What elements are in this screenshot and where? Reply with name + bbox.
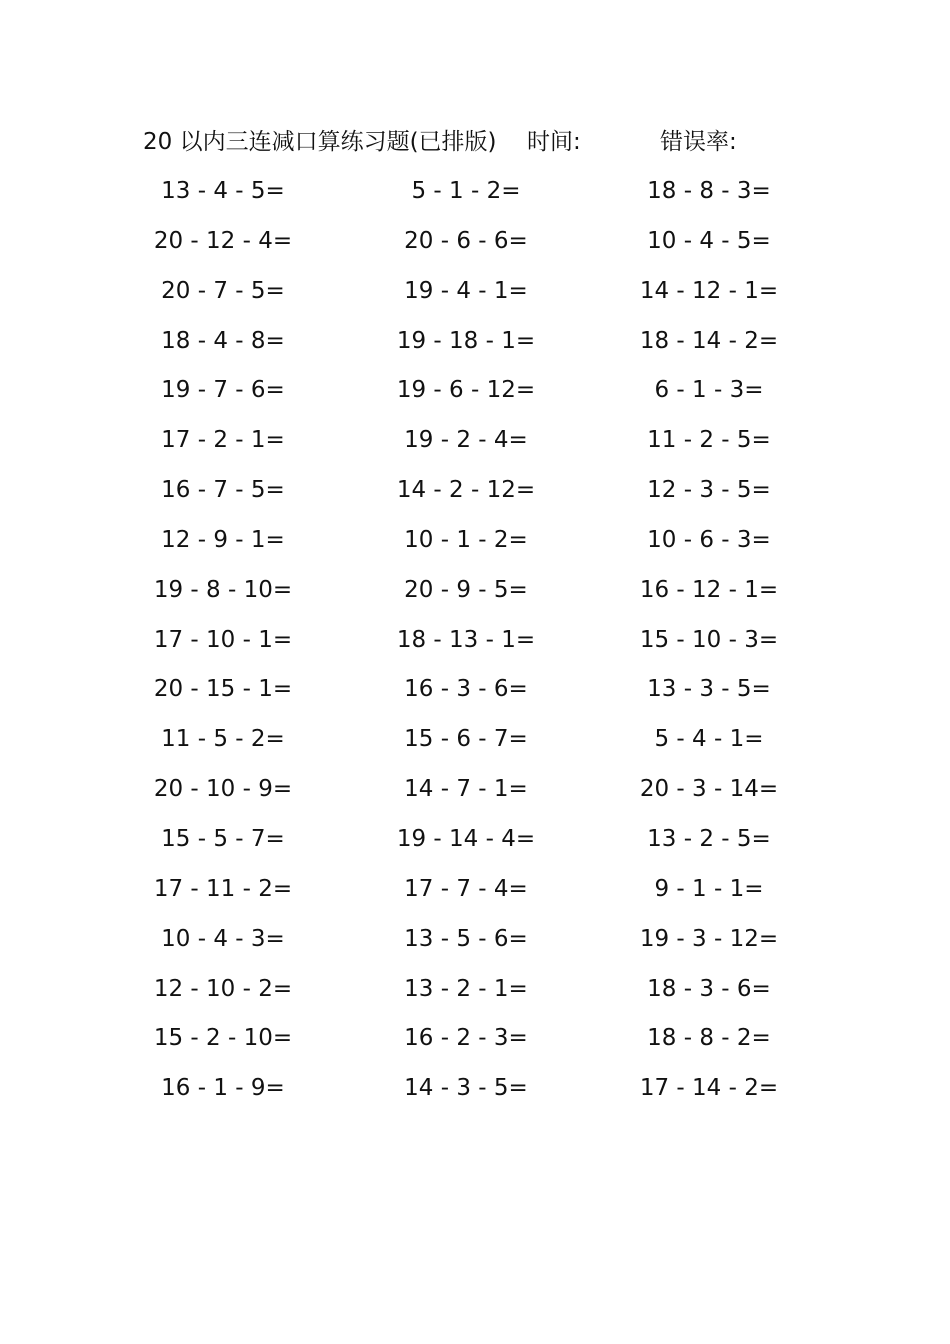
problem-row bbox=[0, 218, 950, 268]
worksheet-header bbox=[143, 123, 737, 161]
problem-item: 11 - 2 - 5= bbox=[647, 427, 771, 454]
worksheet-title: 20 以内三连减口算练习题(已排版) bbox=[143, 129, 497, 155]
problem-item: 16 - 12 - 1= bbox=[639, 576, 779, 603]
problem-item: 20 - 10 - 9= bbox=[153, 776, 293, 803]
time-label: 时间: bbox=[527, 129, 581, 155]
problem-item: 12 - 9 - 1= bbox=[161, 526, 285, 553]
problem-row bbox=[0, 268, 950, 318]
problem-item: 13 - 2 - 1= bbox=[404, 975, 528, 1002]
problem-item: 12 - 10 - 2= bbox=[153, 975, 293, 1002]
problem-item: 16 - 7 - 5= bbox=[161, 477, 285, 504]
problem-item: 19 - 14 - 4= bbox=[396, 825, 536, 852]
problem-item: 12 - 3 - 5= bbox=[647, 477, 771, 504]
problem-item: 18 - 3 - 6= bbox=[647, 975, 771, 1002]
problem-item: 19 - 8 - 10= bbox=[153, 576, 293, 603]
problem-item: 14 - 2 - 12= bbox=[396, 477, 536, 504]
problem-item: 13 - 5 - 6= bbox=[404, 925, 528, 952]
problem-row bbox=[0, 417, 950, 467]
problem-item: 17 - 2 - 1= bbox=[161, 427, 285, 454]
problem-item: 17 - 14 - 2= bbox=[639, 1075, 779, 1102]
problem-row bbox=[0, 766, 950, 816]
problem-item: 18 - 4 - 8= bbox=[161, 327, 285, 354]
problem-item: 19 - 3 - 12= bbox=[639, 925, 779, 952]
problem-item: 11 - 5 - 2= bbox=[161, 726, 285, 753]
problem-item: 5 - 4 - 1= bbox=[654, 726, 764, 753]
problem-item: 16 - 3 - 6= bbox=[404, 676, 528, 703]
problem-row bbox=[0, 966, 950, 1016]
problem-item: 15 - 10 - 3= bbox=[639, 626, 779, 653]
problem-item: 20 - 9 - 5= bbox=[404, 576, 528, 603]
problem-item: 18 - 13 - 1= bbox=[396, 626, 536, 653]
problem-item: 20 - 12 - 4= bbox=[153, 227, 293, 254]
problem-item: 19 - 4 - 1= bbox=[404, 277, 528, 304]
problem-item: 10 - 6 - 3= bbox=[647, 526, 771, 553]
problem-item: 16 - 2 - 3= bbox=[404, 1025, 528, 1052]
problem-item: 14 - 7 - 1= bbox=[404, 776, 528, 803]
problem-item: 19 - 2 - 4= bbox=[404, 427, 528, 454]
problem-item: 14 - 12 - 1= bbox=[639, 277, 779, 304]
problem-row bbox=[0, 367, 950, 417]
problem-row bbox=[0, 567, 950, 617]
problem-item: 10 - 1 - 2= bbox=[404, 526, 528, 553]
problem-item: 10 - 4 - 5= bbox=[647, 227, 771, 254]
problem-item: 6 - 1 - 3= bbox=[654, 377, 764, 404]
problem-item: 10 - 4 - 3= bbox=[161, 925, 285, 952]
problem-row bbox=[0, 666, 950, 716]
problem-item: 20 - 6 - 6= bbox=[404, 227, 528, 254]
problem-item: 20 - 15 - 1= bbox=[153, 676, 293, 703]
problem-row bbox=[0, 318, 950, 368]
problem-item: 17 - 7 - 4= bbox=[404, 875, 528, 902]
problem-item: 16 - 1 - 9= bbox=[161, 1075, 285, 1102]
problem-item: 13 - 4 - 5= bbox=[161, 178, 285, 204]
problem-item: 14 - 3 - 5= bbox=[404, 1075, 528, 1102]
problem-item: 19 - 6 - 12= bbox=[396, 377, 536, 404]
problem-grid bbox=[0, 168, 950, 1115]
problem-item: 17 - 11 - 2= bbox=[153, 875, 293, 902]
problem-item: 18 - 14 - 2= bbox=[639, 327, 779, 354]
problem-row bbox=[0, 916, 950, 966]
problem-item: 19 - 18 - 1= bbox=[396, 327, 536, 354]
problem-row bbox=[0, 467, 950, 517]
problem-item: 15 - 2 - 10= bbox=[153, 1025, 293, 1052]
problem-row bbox=[0, 816, 950, 866]
problem-row bbox=[0, 517, 950, 567]
problem-item: 13 - 2 - 5= bbox=[647, 825, 771, 852]
problem-row bbox=[0, 716, 950, 766]
problem-item: 9 - 1 - 1= bbox=[654, 875, 764, 902]
error-rate-label: 错误率: bbox=[660, 129, 737, 155]
problem-item: 19 - 7 - 6= bbox=[161, 377, 285, 404]
problem-row bbox=[0, 1065, 950, 1115]
problem-item: 18 - 8 - 2= bbox=[647, 1025, 771, 1052]
problem-row bbox=[0, 866, 950, 916]
problem-item: 15 - 5 - 7= bbox=[161, 825, 285, 852]
problem-row bbox=[0, 617, 950, 667]
problem-item: 15 - 6 - 7= bbox=[404, 726, 528, 753]
problem-item: 18 - 8 - 3= bbox=[647, 178, 771, 204]
problem-item: 17 - 10 - 1= bbox=[153, 626, 293, 653]
problem-row bbox=[0, 168, 950, 218]
problem-item: 13 - 3 - 5= bbox=[647, 676, 771, 703]
problem-row bbox=[0, 1015, 950, 1065]
problem-item: 20 - 3 - 14= bbox=[639, 776, 779, 803]
problem-item: 20 - 7 - 5= bbox=[161, 277, 285, 304]
problem-item: 5 - 1 - 2= bbox=[411, 178, 521, 204]
